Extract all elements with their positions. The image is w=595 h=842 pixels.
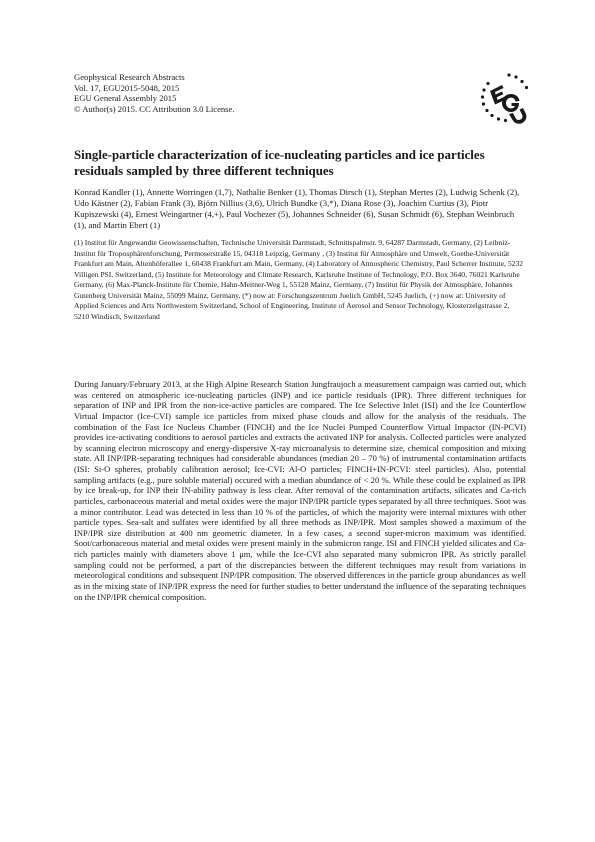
license-info: © Author(s) 2015. CC Attribution 3.0 License. [74,103,235,114]
abstract-body: During January/February 2013, at the High Alpine Research Station Jungfraujoch a measurement campaign was carried out, which was centered on atmospheric ice-nucleating particles (INP) and ice particle residuals (IPR). Three different techniques for separation of INP and IPR from the non-ice-active particles are compared. The Ice Selective Inlet (ISI) and the Ice Counterflow Virtual Impactor (Ice-CVI) sample ice particles from mixed phase clouds and allow for the analysis of the residuals. The combination of the Fast Ice Nucleus Chamber (FINCH) and the Ice Nuclei Pumped Counterflow Virtual Impactor (IN-PCVI) provides ice-activating conditions to aerosol particles and extracts the activated INP for analysis. Collected particles were analyzed by scanning electron microscopy and energy-dispersive X-ray microanalysis to determine size, chemical composition and mixing state. All INP/IPR-separating techniques had considerable abundances (median 20 – 70 %) of instrumental contamination artifacts (ISI: Si-O spheres, probably calibration aerosol; Ice-CVI: Al-O particles; FINCH+IN-PCVI: steel particles). Also, potential sampling artifacts (e.g., pure soluble material) occured with a median abundance of < 20 %. While these could be explained as IPR by ice break-up, for INP their IN-ability pathway is less clear. After removal of the contamination artifacts, silicates and Ca-rich particles, carbonaceous material and metal oxides were the major INP/IPR particle types separated by all three techniques. Soot was a minor contributor. Lead was detected in less than 10 % of the particles, of which the majority were internal mixtures with other particle types. Sea-salt and sulfates were identified by all three methods as INP/IPR. Most samples showed a maximum of the INP/IPR size distribution at 400 nm geometric diameter. In a few cases, a second super-micron maximum was identified. Soot/carbonaceous material and metal oxides were present mainly in the submicron range. ISI and FINCH yielded silicates and Ca-rich particles mainly with diameters above 1 μm, while the Ice-CVI also separated many submicron IPR. As strictly parallel sampling could not be performed, a part of the discrepancies between the different techniques may result from variations in meteorological conditions and subsequent INP/IPR composition. The observed differences in the particle group abundances as well as in the mixing state of INP/IPR express the need for further studies to better understand the influence of the separating techniques on the INP/IPR chemical composition. [74,379,526,602]
journal-header [74,72,374,114]
egu-logo-icon [476,70,532,126]
journal-name: Geophysical Research Abstracts [74,72,185,82]
assembly-info: EGU General Assembly 2015 [74,93,177,104]
affiliation-list: (1) Institut für Angewandte Geowissenschaften, Technische Universität Darmstadt, Schnittspahnstr. 9, 64287 Darmstadt, Germany, (2) Leibniz-Institut für Troposphärenforschung, Permoserstraße 15, 04318 Leipzig, Germany , (3) Institut für Atmosphäre und Umwelt, Goethe-Universität Frankfurt am Main, Altenhöferallee 1, 60438 Frankfurt am Main, Germany, (4) Laboratory of Atmospheric Chemistry, Paul Scherrer Institute, 5232 Villigen PSI, Switzerland, (5) Institute for Meteorology and Climate Research, Karlsruhe Institute of Technology, P.O. Box 3640, 76021 Karlsruhe Germany, (6) Max-Planck-Institute für Chemie, Hahn-Meitner-Weg 1, 55128 Mainz, Germany, (7) Institut für Physik der Atmosphäre, Johannes Gutenberg Universität Mainz, 55099 Mainz, Germany, (*) now at: Forschungszentrum Juelich GmbH, 5245 Juelich, (+) now at: University of Applied Sciences and Arts Northwestern Switzerland, School of Engineering, Institute of Aerosol and Sensor Technology, Klosterzelgstrasse 2, 5210 Windisch, Switzerland [74,238,524,321]
author-list: Konrad Kandler (1), Annette Worringen (1,7), Nathalie Benker (1), Thomas Dirsch (1), Stephan Mertes (2), Ludwig Schenk (2), Udo Kästner (2), Fabian Frank (3), Björn Nillius (3,6), Ulrich Bundke (3,*), Diana Rose (3), Joachim Curtius (3), Piotr Kupiszewski (4), Ernest Weingartner (4,+), Paul Vochezer (5), Johannes Schneider (6), Susan Schmidt (6), Stephan Weinbruch (1), and Martin Ebert (1) [74,187,520,230]
paper-title: Single-particle characterization of ice-nucleating particles and ice particles residuals sampled by three different techniques [74,148,485,178]
volume-info: Vol. 17, EGU2015-5048, 2015 [74,82,180,93]
